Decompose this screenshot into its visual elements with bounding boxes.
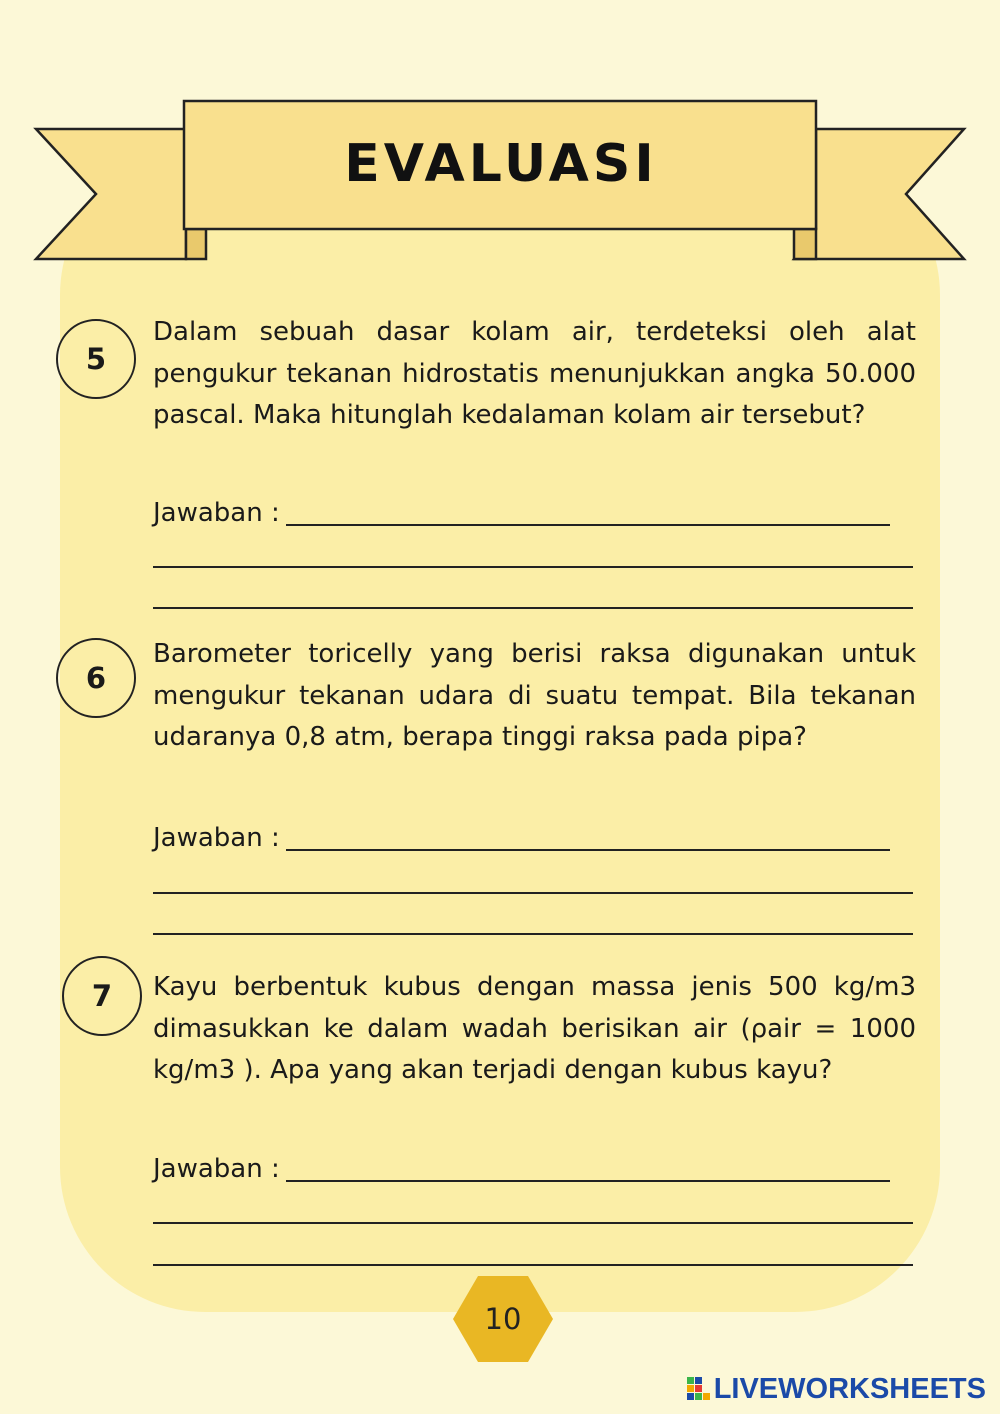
ribbon-right-fold <box>794 229 816 259</box>
brand-name: LIVEWORKSHEETS <box>713 1372 986 1405</box>
answer-row[interactable] <box>153 815 890 855</box>
page-title: EVALUASI <box>344 134 658 194</box>
answer-row[interactable] <box>153 1146 890 1186</box>
answer-line[interactable] <box>153 933 913 935</box>
page-number: 10 <box>484 1302 522 1336</box>
question-text: Dalam sebuah dasar kolam air, terdeteksi oleh alat pengukur tekanan hidrostatis menunjukkan angka 50.000 pascal. Maka hitunglah kedalaman kolam air tersebut? <box>153 317 916 430</box>
answer-line[interactable] <box>286 524 890 526</box>
brand-watermark <box>687 1372 986 1406</box>
answer-line[interactable] <box>153 566 913 568</box>
answer-line[interactable] <box>153 1264 913 1266</box>
answer-label: Jawaban : <box>153 823 280 853</box>
answer-row[interactable] <box>153 490 890 530</box>
ribbon-left-tail <box>36 129 186 259</box>
ribbon-right-tail <box>794 129 964 259</box>
liveworksheets-logo-icon <box>687 1377 711 1401</box>
ribbon-left-fold <box>186 229 206 259</box>
question-number-badge: 7 <box>62 956 142 1036</box>
question-number-badge: 6 <box>56 638 136 718</box>
answer-line[interactable] <box>153 892 913 894</box>
answer-label: Jawaban : <box>153 498 280 528</box>
answer-line[interactable] <box>153 607 913 609</box>
answer-line[interactable] <box>286 1180 890 1182</box>
answer-line[interactable] <box>286 849 890 851</box>
question-text: Kayu berbentuk kubus dengan massa jenis 500 kg/m3 dimasukkan ke dalam wadah berisikan air (ρair = 1000 kg/m3 ). Apa yang akan terjadi dengan kubus kayu? <box>153 972 916 1085</box>
answer-line[interactable] <box>153 1222 913 1224</box>
answer-label: Jawaban : <box>153 1154 280 1184</box>
question-number-badge: 5 <box>56 319 136 399</box>
question-text: Barometer toricelly yang berisi raksa digunakan untuk mengukur tekanan udara di suatu tempat. Bila tekanan udaranya 0,8 atm, berapa tinggi raksa pada pipa? <box>153 639 916 752</box>
